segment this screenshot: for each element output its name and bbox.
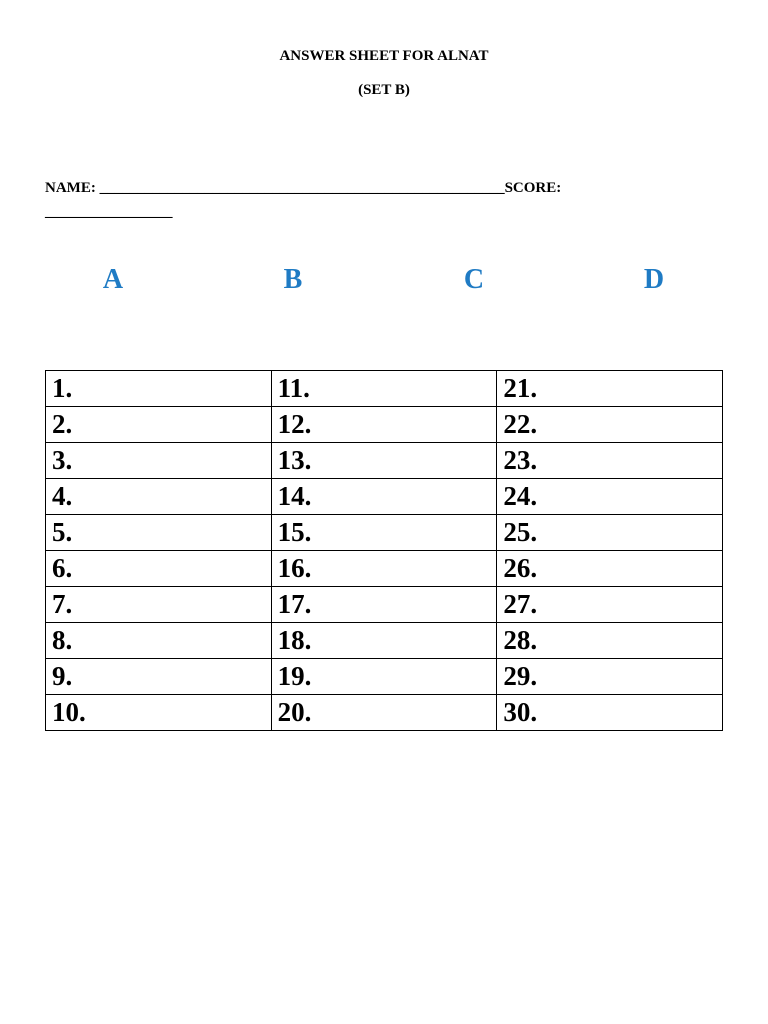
choice-letter-d: D	[643, 264, 665, 295]
answer-cell[interactable]: 4.	[46, 479, 272, 515]
table-row	[46, 587, 723, 623]
answer-cell[interactable]: 8.	[46, 623, 272, 659]
answer-table	[45, 370, 723, 731]
page-subtitle: (SET B)	[358, 82, 410, 98]
name-score-field: NAME: ______________________________________________________SCORE:	[45, 180, 562, 196]
answer-cell[interactable]: 19.	[271, 659, 497, 695]
answer-cell[interactable]: 13.	[271, 443, 497, 479]
choice-letter-b: B	[283, 264, 303, 295]
answer-cell[interactable]: 14.	[271, 479, 497, 515]
page-title: ANSWER SHEET FOR ALNAT	[279, 48, 489, 64]
answer-cell[interactable]: 20.	[271, 695, 497, 731]
answer-cell[interactable]: 23.	[497, 443, 723, 479]
table-row	[46, 479, 723, 515]
answer-cell[interactable]: 9.	[46, 659, 272, 695]
score-blank: _________________	[45, 204, 173, 220]
answer-cell[interactable]: 1.	[46, 371, 272, 407]
answer-cell[interactable]: 28.	[497, 623, 723, 659]
table-row	[46, 443, 723, 479]
answer-cell[interactable]: 26.	[497, 551, 723, 587]
table-row	[46, 659, 723, 695]
answer-cell[interactable]: 2.	[46, 407, 272, 443]
choice-letter-a: A	[102, 264, 124, 295]
answer-cell[interactable]: 29.	[497, 659, 723, 695]
answer-cell[interactable]: 21.	[497, 371, 723, 407]
answer-cell[interactable]: 16.	[271, 551, 497, 587]
answer-cell[interactable]: 24.	[497, 479, 723, 515]
answer-cell[interactable]: 6.	[46, 551, 272, 587]
table-row	[46, 623, 723, 659]
answer-cell[interactable]: 3.	[46, 443, 272, 479]
answer-cell[interactable]: 22.	[497, 407, 723, 443]
answer-table-body	[46, 371, 723, 731]
answer-cell[interactable]: 10.	[46, 695, 272, 731]
answer-cell[interactable]: 18.	[271, 623, 497, 659]
choice-header	[0, 264, 768, 304]
answer-cell[interactable]: 5.	[46, 515, 272, 551]
choice-letter-c: C	[463, 264, 485, 295]
table-row	[46, 407, 723, 443]
answer-cell[interactable]: 17.	[271, 587, 497, 623]
table-row	[46, 551, 723, 587]
answer-cell[interactable]: 7.	[46, 587, 272, 623]
table-row	[46, 371, 723, 407]
answer-cell[interactable]: 30.	[497, 695, 723, 731]
table-row	[46, 515, 723, 551]
answer-cell[interactable]: 11.	[271, 371, 497, 407]
table-row	[46, 695, 723, 731]
answer-cell[interactable]: 27.	[497, 587, 723, 623]
answer-cell[interactable]: 15.	[271, 515, 497, 551]
answer-cell[interactable]: 25.	[497, 515, 723, 551]
answer-cell[interactable]: 12.	[271, 407, 497, 443]
